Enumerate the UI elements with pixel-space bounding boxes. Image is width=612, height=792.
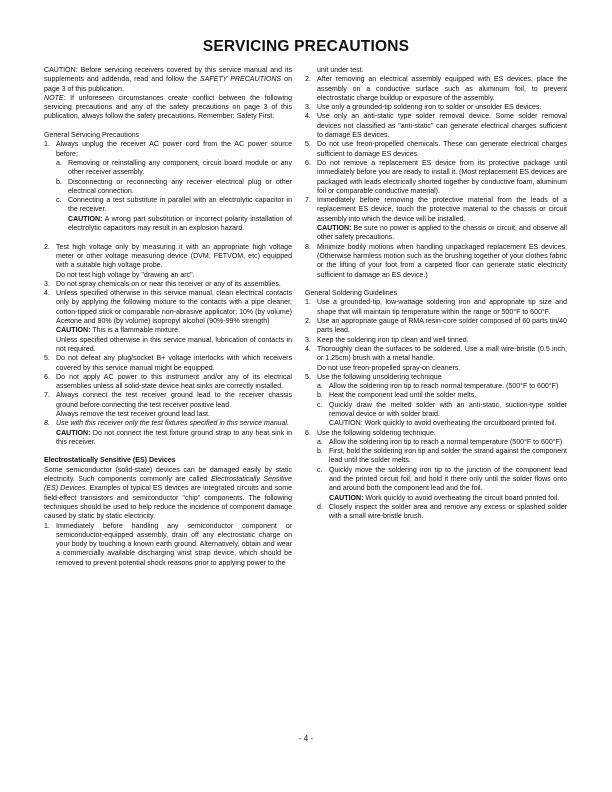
caution-note: CAUTION: Work quickly to avoid overheating the circuit board printed foil. — [329, 494, 560, 502]
sub-item: b. First, hold the soldering iron tip and solder the strand against the component lead until the solder melts. — [317, 448, 567, 465]
caution-note: CAUTION: A wrong part substitution or incorrect polarity installation of electrolytic capacitors may result in an explosion hazard. — [68, 215, 292, 233]
list-item-continued: unit under test. — [317, 67, 364, 74]
list-item: 5. Do not use freon-propelled chemicals. These can generate electrical charges sufficient to damage ES devices. — [305, 141, 567, 158]
list-item: 2. After removing an electrical assembly equipped with ES devices, place the assembly on a conductive surface such as aluminum foil, to prevent electrostatic charge buildup or exposure of the assembly. — [305, 76, 567, 102]
list-item: 4. Unless specified otherwise in this service manual, clean electrical contacts only by applying the following mixture to the contacts with a pipe cleaner, cotton-tipped stick or comparable non-abrasive applicator; 10% (by volume) Acetone and 90% (by volume) isopropyl alcohol (90%-99% strength) CAUTION: This is a flammable mixture. Unless specified otherwise in this service manual, lubrication of contacts in not required. — [44, 290, 292, 353]
sub-item: d. Closely inspect the solder area and remove any excess or splashed solder with a small wire-bristle brush. — [317, 503, 567, 521]
list-item: 2. Use an appropriate gauge of RMA resin-core solder composed of 60 parts tin/40 parts lead. — [305, 318, 567, 335]
sub-item: c. Connecting a test substitute in parallel with an electrolytic capacitor in the receiver. — [56, 197, 292, 214]
list-item: 3. Keep the soldering iron tip clean and well tinned. — [305, 336, 469, 344]
list-item: 3. Use only a grounded-tip soldering iron to solder or unsolder ES devices. — [305, 104, 542, 112]
page-title: SERVICING PRECAUTIONS — [202, 38, 410, 55]
intro-caution: CAUTION: Before servicing receivers covered by this service manual and its supplements and addenda, read and follow the SAFETY PRECAUTIONS on page 3 of this publication. — [44, 67, 292, 93]
sub-item: a. Removing or reinstalling any component, circuit board module or any other receiver assembly. — [56, 159, 292, 177]
list-item: 7. Always connect the test receiver ground lead to the receiver chassis ground before connecting the test receiver positive lead. Always remove the test receiver ground lead last. — [44, 392, 292, 418]
intro-note: NOTE: If unforeseen circumstances create conflict between the following servicing precautions and any of the safety precautions on page 3 of this publication, always follow the safety precautions. Remember: Safety First. — [44, 94, 292, 121]
list-item: 3. Do not spray chemicals on or near this receiver or any of its assemblies. — [44, 280, 281, 288]
list-item: 1. Use a grounded-tip, low-wattage soldering iron and appropriate tip size and shape that will maintain tip temperature within the range or 500°F to 600°F. — [305, 299, 567, 316]
caution-note: CAUTION: Work quickly to avoid overheating the circuitboard printed foil. — [329, 420, 557, 428]
list-item: 2. Test high voltage only by measuring it with an appropriate high voltage meter or other voltage measuring device (DVM, FETVOM, etc) equipped with a suitable high voltage probe. Do not test high voltage by "drawing an arc". — [44, 243, 292, 279]
sub-item: c. Quickly draw the melted solder with an anti-static, suction-type solder removal device or with solder braid. — [317, 401, 567, 418]
general-servicing-heading: General Servicing Precautions — [44, 132, 140, 140]
list-item: 8. Use with this receiver only the test fixtures specified in this service manual. CAUTION: Do not connect the test fixture ground strap to any heat sink in this receiver. — [44, 420, 292, 446]
soldering-guidelines-heading: General Soldering Guidelines — [305, 290, 398, 298]
sub-item: b. Heat the component lead until the solder melts. — [317, 392, 477, 400]
es-devices-heading: Electrostatically Sensitive (ES) Devices — [44, 457, 176, 465]
sub-item: c. Quickly move the soldering iron tip to the junction of the component lead and the printed circuit foil, and hold it there only until the solder flows onto and around both the component lead and the foil. — [317, 466, 567, 493]
right-column — [305, 66, 567, 522]
list-item: 6. Do not apply AC power to this instrument and/or any of its electrical assemblies unless all solid-state device heat sinks are correctly installed. — [44, 373, 292, 391]
page-number: - 4 - — [298, 734, 314, 743]
list-item: 4. Use only an anti-static type solder removal device. Some solder removal devices not classified as "anti-static" can generate electrical charges sufficient to damage ES devices. — [305, 113, 567, 140]
list-item: 8. Minimize bodily motions when handling unpackaged replacement ES devices. (Otherwise harmless motion such as the brushing together of your clothes fabric or the lifting of your foot from a carpeted floor can generate static electricity sufficient to damage an ES device.) — [305, 243, 567, 279]
list-item: 6. Do not remove a replacement ES device from its protective package until immediately before you are ready to install it. (Most replacement ES devices are packaged with leads electrically shorted together by conductive foam, aluminum foil or comparable conductive material). — [305, 159, 567, 195]
list-item: 6. Use the following soldering technique. a. Allow the soldering iron tip to reach a normal temperature (500°F to 600°F) b. First, hold the soldering iron tip and solder the strand against the component lead until the solder melts. c. Quickly move the soldering iron tip to the junction of the component lead and the printed circuit foil, and hold it there only until the solder flows onto and around both the component lead and the foil. CAUTION: Work quickly to avoid overheating the circuit board printed foil. d. Closely inspect the solder area and remove any excess or splashed solder with a small wire-bristle brush. — [305, 429, 567, 521]
list-item: 5. Use the following unsoldering technique a. Allow the soldering iron tip to reach normal temperature. (500°F to 600°F) b. Heat the component lead until the solder melts. c. Quickly draw the melted solder with an anti-static, suction-type solder removal device or with solder braid. CAUTION: Work quickly to avoid overheating the circuitboard printed foil. — [305, 373, 567, 428]
sub-item: b. Disconnecting or reconnecting any receiver electrical plug or other electrical connection. — [56, 178, 292, 195]
list-item: 4. Thoroughly clean the surfaces to be soldered. Use a mall wire-bristle (0.5 inch, or 1.25cm) brush with a metal handle. Do not use freon-propelled spray-on cleaners. — [305, 345, 567, 372]
list-item: 5. Do not defeat any plug/socket B+ voltage interlocks with which receivers covered by this service manual might be equipped. — [44, 355, 292, 372]
left-column — [44, 66, 292, 568]
list-item: 1. Always unplug the receiver AC power cord from the AC power source before; a. Removing or reinstalling any component, circuit board module or any other receiver assembly. b. Disconnecting or reconnecting any receiver electrical plug or other electrical connection. c. Connecting a test substitute in parallel with an electrolytic capacitor in the receiver. CAUTION: A wrong part substitution or incorrect polarity installation of electrolytic capacitors may result in an explosion hazard. — [44, 141, 292, 233]
es-paragraph: Some semiconductor (solid-state) devices can be damaged easily by static electricity. Such components commonly are called Electrostatically Sensitive (ES) Devices. Examples of typical ES devices are integrated circuits and some field-effect transistors and semiconductor "chip" components. The following techniques should be used to help reduce the incidence of component damage caused by static by static electricity. — [44, 466, 292, 521]
list-item: 7. Immediately before removing the protective material from the leads of a replacement ES device, touch the protective material to the chassis or circuit assembly into which the device will be installed. CAUTION: Be sure no power is applied to the chassis or circuit, and observe all other safety precautions. — [305, 197, 567, 242]
sub-item: a. Allow the soldering iron tip to reach normal temperature. (500°F to 600°F) — [317, 383, 559, 391]
sub-item: a. Allow the soldering iron tip to reach a normal temperature (500°F to 600°F) — [317, 438, 563, 446]
list-item: 1. Immediately before handling any semiconductor component or semiconductor-equipped assembly, drain off any electrostatic charge on your body by touching a known earth ground. Alternatively, obtain and wear a commercially available discharging wrist strap device, which should be removed to prevent potential shock reasons prior to applying power to the — [44, 522, 292, 567]
